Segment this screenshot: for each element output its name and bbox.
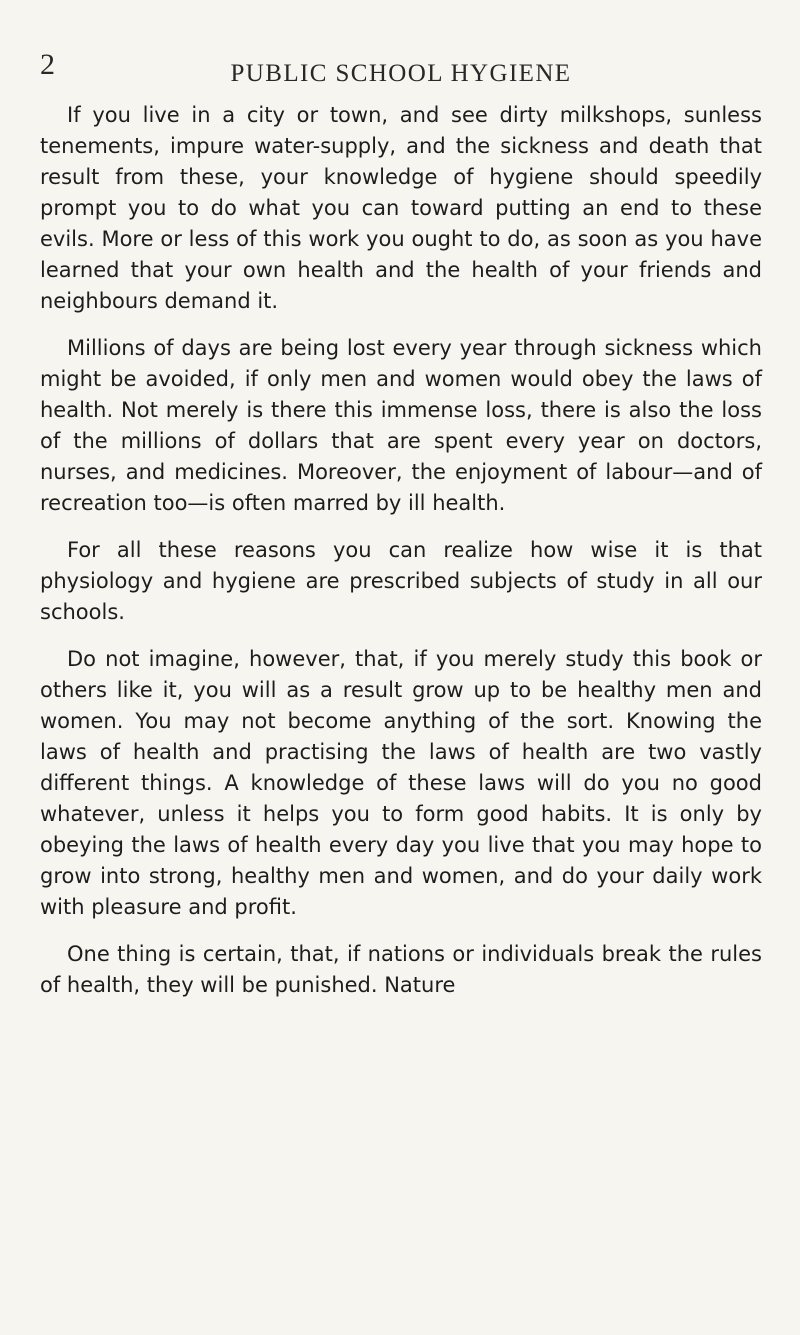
body-text [40,100,762,1001]
paragraph: If you live in a city or town, and see dirty milkshops, sunless tenements, impure water-supply, and the sickness and death that result from these, your knowledge of hygiene should speedily prompt you to do what you can toward putting an end to these evils. More or less of this work you ought to do, as soon as you have learned that your own health and the health of your friends and neighbours demand it. [40,103,762,313]
paragraph: For all these reasons you can realize how wise it is that physiology and hygiene are prescribed subjects of study in all our schools. [40,538,762,624]
page-number: 2 [40,48,55,81]
paragraph: One thing is certain, that, if nations or individuals break the rules of health, they will be punished. Nature [40,942,762,997]
running-header [40,0,762,100]
paragraph: Do not imagine, however, that, if you merely study this book or others like it, you will as a result grow up to be healthy men and women. You may not become anything of the sort. Knowing the laws of health and practising the laws of health are two vastly different things. A knowledge of these laws will do you no good whatever, unless it helps you to form good habits. It is only by obeying the laws of health every day you live that you may hope to grow into strong, healthy men and women, and do your daily work with pleasure and profit. [40,647,762,919]
running-title: PUBLIC SCHOOL HYGIENE [230,60,572,87]
paragraph: Millions of days are being lost every year through sickness which might be avoided, if only men and women would obey the laws of health. Not merely is there this immense loss, there is also the loss of the millions of dollars that are spent every year on doctors, nurses, and medicines. Moreover, the enjoyment of labour—and of recreation too—is often marred by ill health. [40,336,762,515]
